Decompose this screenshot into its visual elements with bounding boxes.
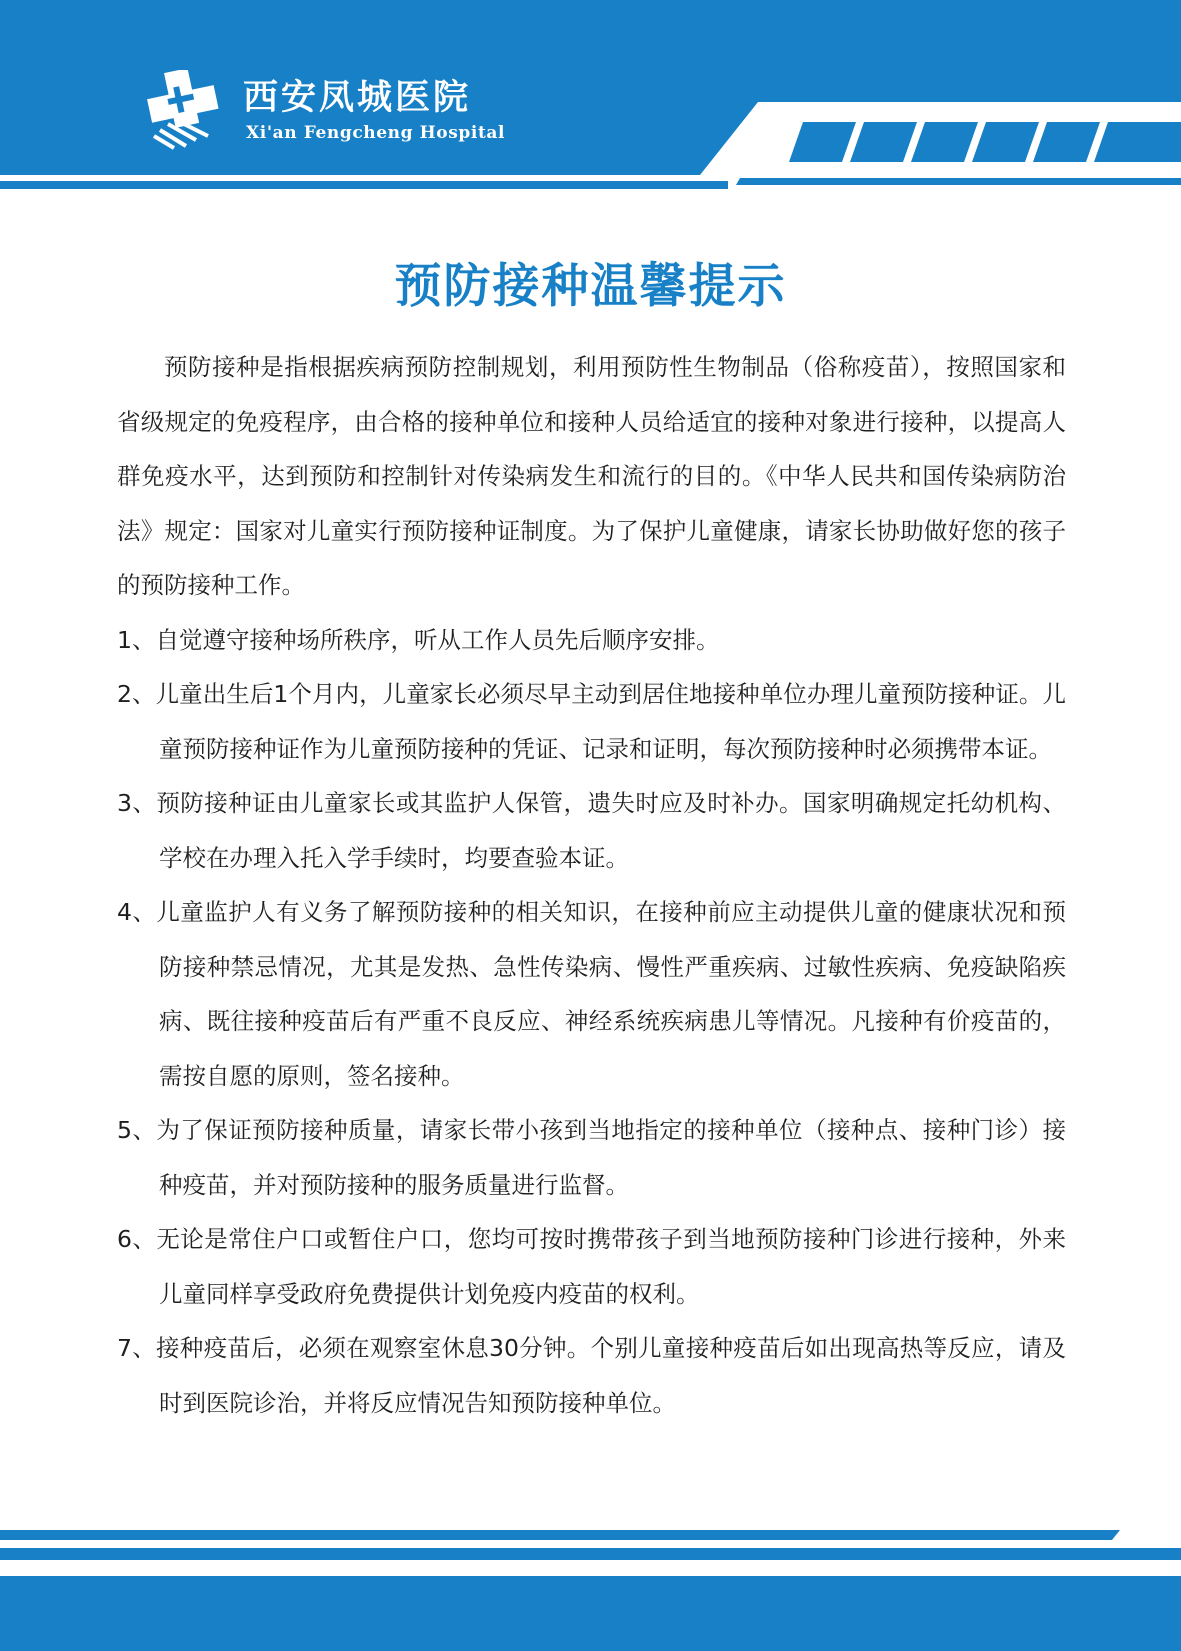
notice-item-6: 6、无论是常住户口或暂住户口，您均可按时携带孩子到当地预防接种门诊进行接种，外来儿童同样享受政府免费提供计划免疫内疫苗的权利。	[117, 1225, 1066, 1308]
hospital-name-cn: 西安凤城医院	[243, 77, 472, 118]
intro-paragraph: 预防接种是指根据疾病预防控制规划，利用预防性生物制品（俗称疫苗），按照国家和省级规定的免疫程序，由合格的接种单位和接种人员给适宜的接种对象进行接种，以提高人群免疫水平，达到预防和控制针对传染病发生和流行的目的。《中华人民共和国传染病防治法》规定：国家对儿童实行预防接种证制度。为了保护儿童健康，请家长协助做好您的孩子的预防接种工作。	[117, 353, 1066, 599]
notice-item-7: 7、接种疫苗后，必须在观察室休息30分钟。个别儿童接种疫苗后如出现高热等反应，请及时到医院诊治，并将反应情况告知预防接种单位。	[117, 1334, 1066, 1417]
hospital-name-en: Xi'an Fengcheng Hospital	[246, 123, 506, 143]
notice-item-5: 5、为了保证预防接种质量，请家长带小孩到当地指定的接种单位（接种点、接种门诊）接种疫苗，并对预防接种的服务质量进行监督。	[117, 1116, 1066, 1199]
page-title: 预防接种温馨提示	[394, 259, 787, 314]
notice-item-3: 3、预防接种证由儿童家长或其监护人保管，遗失时应及时补办。国家明确规定托幼机构、学校在办理入托入学手续时，均要查验本证。	[117, 789, 1066, 872]
footer-banner	[0, 1510, 1181, 1651]
notice-body	[117, 340, 1066, 1430]
notice-item-4: 4、儿童监护人有义务了解预防接种的相关知识，在接种前应主动提供儿童的健康状况和预防接种禁忌情况，尤其是发热、急性传染病、慢性严重疾病、过敏性疾病、免疫缺陷疾病、既往接种疫苗后有严重不良反应、神经系统疾病患儿等情况。凡接种有价疫苗的，需按自愿的原则，签名接种。	[117, 898, 1066, 1090]
notice-item-1: 1、自觉遵守接种场所秩序，听从工作人员先后顺序安排。	[117, 625, 720, 654]
hospital-cross-logo-icon	[146, 70, 226, 150]
notice-item-2: 2、儿童出生后1个月内，儿童家长必须尽早主动到居住地接种单位办理儿童预防接种证。儿童预防接种证作为儿童预防接种的凭证、记录和证明，每次预防接种时必须携带本证。	[117, 680, 1066, 763]
